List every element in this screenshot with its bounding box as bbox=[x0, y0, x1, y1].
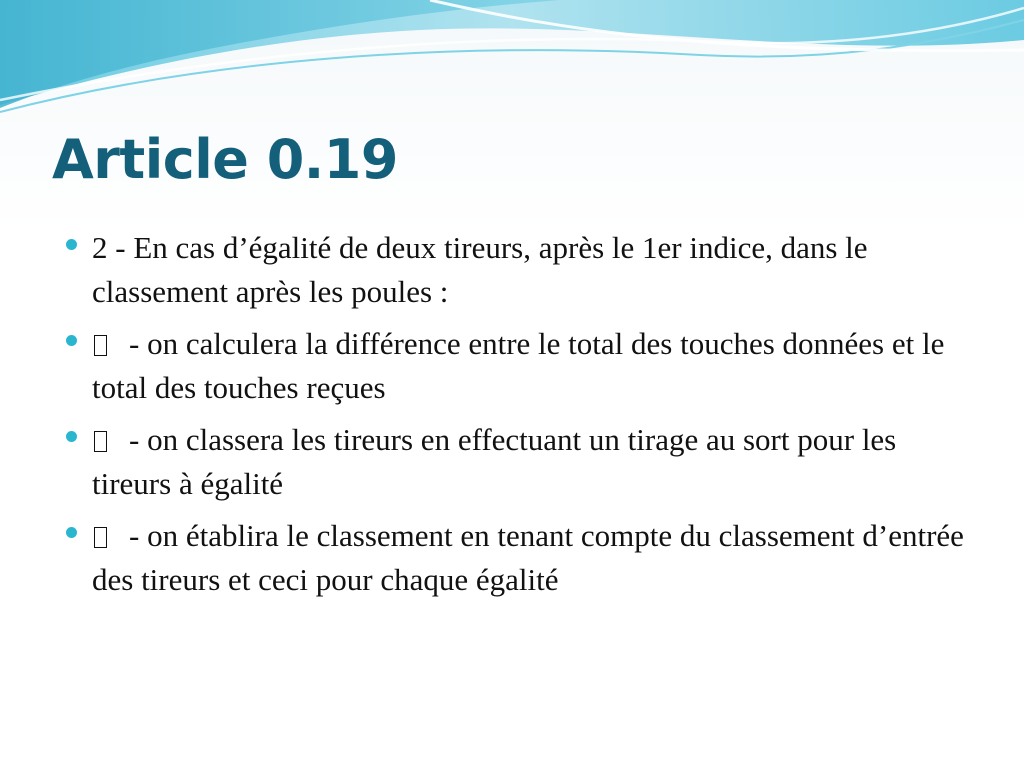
bullet-text: - on classera les tireurs en effectuant un tirage au sort pour les tireurs à égalité bbox=[92, 422, 897, 501]
bullet-text: - on établira le classement en tenant compte du classement d’entrée des tireurs et ceci pour chaque égalité bbox=[92, 518, 964, 597]
bullet-dot-icon bbox=[66, 239, 77, 250]
list-item bbox=[62, 322, 972, 410]
bullet-text: - on calculera la différence entre le total des touches données et le total des touches reçues bbox=[92, 326, 945, 405]
slide-title: Article 0.19 bbox=[52, 128, 398, 191]
bullet-list bbox=[62, 226, 972, 610]
bullet-dot-icon bbox=[66, 335, 77, 346]
bullet-text: 2 - En cas d’égalité de deux tireurs, après le 1er indice, dans le classement après les poules : bbox=[92, 230, 868, 309]
missing-glyph-box-icon bbox=[94, 335, 107, 356]
list-item bbox=[62, 226, 972, 314]
bullet-dot-icon bbox=[66, 431, 77, 442]
missing-glyph-box-icon bbox=[94, 527, 107, 548]
header-wave-decoration bbox=[0, 0, 1024, 120]
list-item bbox=[62, 418, 972, 506]
missing-glyph-box-icon bbox=[94, 431, 107, 452]
bullet-dot-icon bbox=[66, 527, 77, 538]
list-item bbox=[62, 514, 972, 602]
